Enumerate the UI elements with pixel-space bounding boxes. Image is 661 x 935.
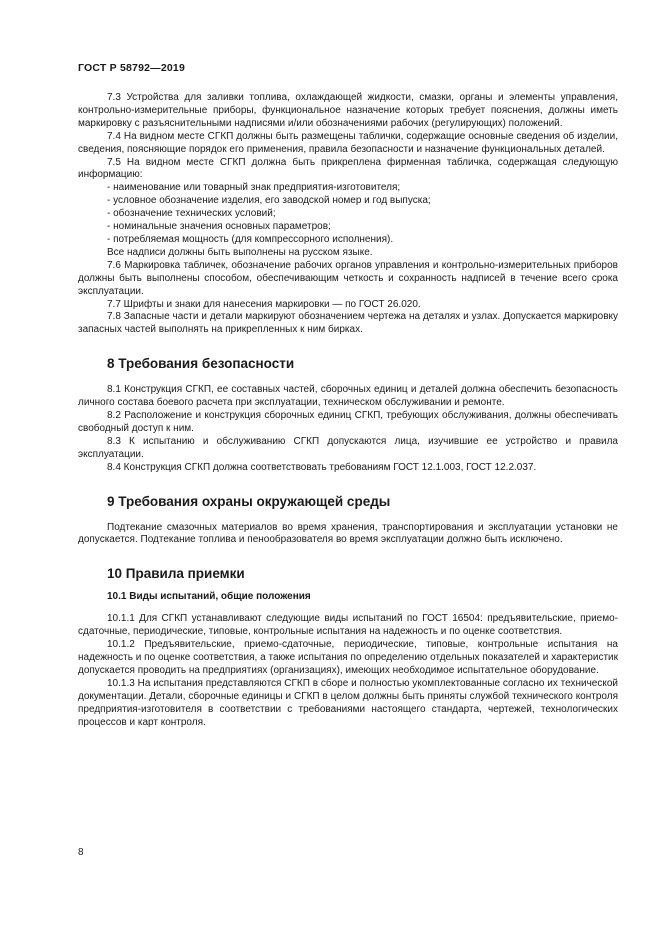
list-item: - условное обозначение изделия, его заводской номер и год выпуска; bbox=[107, 195, 431, 207]
paragraph-8-1: 8.1 Конструкция СГКП, ее составных частей, сборочных единиц и деталей должна обеспечить безопасность личного состава боевого расчета при эксплуатации, техническом обслуживании и ремонте. bbox=[78, 384, 618, 409]
list-item: - потребляемая мощность (для компрессорного исполнения). bbox=[107, 233, 394, 245]
paragraph-7-8: 7.8 Запасные части и детали маркируют обозначением чертежа на деталях и узлах. Допускается маркировку запасных частей выполнять на прикрепленных к ним бирках. bbox=[78, 311, 618, 336]
paragraph-8-4: 8.4 Конструкция СГКП должна соответствовать требованиям ГОСТ 12.1.003, ГОСТ 12.2.037. bbox=[107, 461, 537, 473]
paragraph-7-7: 7.7 Шрифты и знаки для нанесения маркировки — по ГОСТ 26.020. bbox=[107, 298, 421, 310]
paragraph-7-6: 7.6 Маркировка табличек, обозначение рабочих органов управления и контрольно-измерительных приборов должны быть выполнены способом, обеспечивающим четкость и сохранность надписей в течение всего срока эксплуатации. bbox=[78, 259, 618, 297]
paragraph-9: Подтекание смазочных материалов во время хранения, транспортирования и эксплуатации установки не допускается. Подтекание топлива и пенообразователя во время эксплуатации должно быть исключено. bbox=[78, 521, 618, 546]
paragraph-10-1-2: 10.1.2 Предъявительские, приемо-сдаточные, периодические, типовые, контрольные испытания на надежность и по оценке соответствия, а также испытания по определению отдельных показателей и характеристик допускается проводить на предприятиях (организациях), имеющих необходимое испытательное оборудование. bbox=[78, 639, 618, 676]
list-item: - обозначение технических условий; bbox=[107, 208, 276, 220]
list-item: - номинальные значения основных параметров; bbox=[107, 221, 331, 233]
section-heading-9: 9 Требования охраны окружающей среды bbox=[107, 493, 391, 509]
section-heading-10: 10 Правила приемки bbox=[107, 566, 245, 582]
paragraph-10-1-1: 10.1.1 Для СГКП устанавливают следующие виды испытаний по ГОСТ 16504: предъявительские, приемо-сдаточные, периодические, типовые, контрольные испытания на надежность и по оценке соответствия. bbox=[78, 613, 618, 638]
section-heading-8: 8 Требования безопасности bbox=[107, 356, 295, 372]
document-header: ГОСТ Р 58792—2019 bbox=[78, 62, 186, 74]
paragraph-7-3: 7.3 Устройства для заливки топлива, охлаждающей жидкости, смазки, органы и элементы управления, контрольно-измерительные приборы, функциональное назначение которых требует пояснения, должны иметь маркировку с разъяснительными надписями и/или обозначениями рабочих (регулирующих) положений. bbox=[78, 92, 618, 129]
document-body bbox=[78, 92, 618, 729]
paragraph-7-5: 7.5 На видном месте СГКП должна быть прикреплена фирменная табличка, содержащая следующую информацию: bbox=[78, 156, 618, 181]
list-item: - наименование или товарный знак предприятия-изготовителя; bbox=[107, 182, 401, 194]
paragraph-7-4: 7.4 На видном месте СГКП должны быть размещены таблички, содержащие основные сведения об изделии, сведения, поясняющие порядок его применения, правила безопасности и назначение функциональных деталей. bbox=[78, 130, 618, 155]
paragraph-8-2: 8.2 Расположение и конструкция сборочных единиц СГКП, требующих обслуживания, должны обеспечивать свободный доступ к ним. bbox=[78, 410, 618, 434]
page-number: 8 bbox=[78, 847, 84, 858]
paragraph-7-5-note: Все надписи должны быть выполнены на русском языке. bbox=[107, 246, 373, 258]
paragraph-8-3: 8.3 К испытанию и обслуживанию СГКП допускаются лица, изучившие ее устройство и правила эксплуатации. bbox=[78, 435, 618, 460]
paragraph-10-1-3: 10.1.3 На испытания представляются СГКП в сборе и полностью укомплектованные согласно их технической документации. Детали, сборочные единицы и СГКП в целом должны быть приняты службой технического контроля предприятия-изготовителя в соответствии с требованиями настоящего стандарта, чертежей, технологических процессов и карт контроля. bbox=[78, 677, 618, 728]
subsection-heading-10-1: 10.1 Виды испытаний, общие положения bbox=[107, 591, 311, 603]
